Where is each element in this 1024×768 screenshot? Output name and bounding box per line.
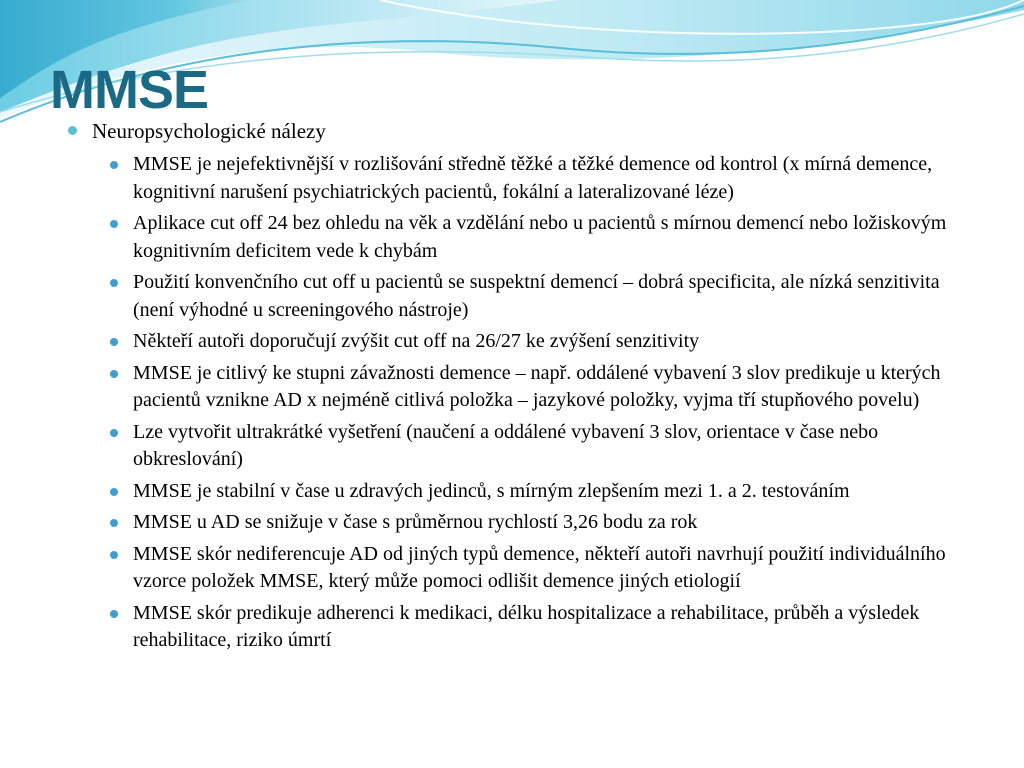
bullet-dot-icon (110, 279, 118, 287)
list-item-text: MMSE skór nediferencuje AD od jiných typů demence, někteří autoři navrhují použití individuálního vzorce položek MMSE, který může pomoci odlišit demence jiných etiologií (133, 542, 946, 592)
list-item-text: Použití konvenčního cut off u pacientů se suspektní demencí – dobrá specificita, ale nízká senzitivita (není výhodné u screeningového nástroje) (133, 271, 940, 321)
bullet-dot-icon (110, 551, 118, 559)
list-item-text: MMSE u AD se snižuje v čase s průměrnou rychlostí 3,26 bodu za rok (133, 511, 698, 533)
bullet-level1-text: Neuropsychologické nálezy (92, 119, 326, 143)
list-item (109, 269, 958, 324)
list-item-text: Někteří autoři doporučují zvýšit cut off na 26/27 ke zvýšení senzitivity (133, 330, 700, 352)
bullet-dot-icon (110, 429, 118, 437)
bullet-dot-icon (110, 220, 118, 228)
slide-content (68, 117, 958, 659)
list-item (109, 328, 958, 356)
bullet-level1 (68, 117, 958, 145)
list-item (109, 509, 958, 537)
bullet-dot-icon (110, 519, 118, 527)
bullet-dot-icon (110, 488, 118, 496)
list-item-text: MMSE je citlivý ke stupni závažnosti demence – např. oddálené vybavení 3 slov predikuje u kterých pacientů vznikne AD x nejméně citlivá položka – jazykové položky, vyjma tří stupňového povelu) (133, 361, 941, 411)
bullet-dot-icon (110, 338, 118, 346)
list-item (109, 478, 958, 506)
list-item-text: MMSE je nejefektivnější v rozlišování středně těžké a těžké demence od kontrol (x mírná demence, kognitivní narušení psychiatrických pacientů, fokální a lateralizované léze) (133, 153, 933, 203)
list-item-text: Lze vytvořit ultrakrátké vyšetření (naučení a oddálené vybavení 3 slov, orientace v čase nebo obkreslování) (133, 420, 879, 470)
list-item-text: Aplikace cut off 24 bez ohledu na věk a vzdělání nebo u pacientů s mírnou demencí nebo ložiskovým kognitivním deficitem vede k chybám (133, 212, 947, 262)
list-item (109, 360, 958, 415)
list-item-text: MMSE skór predikuje adherenci k medikaci, délku hospitalizace a rehabilitace, průběh a výsledek rehabilitace, riziko úmrtí (133, 601, 920, 651)
list-item (109, 419, 958, 474)
list-item (109, 600, 958, 655)
page-title: MMSE (50, 60, 208, 120)
sub-bullet-list (68, 151, 958, 655)
list-item (109, 151, 958, 206)
list-item (109, 210, 958, 265)
list-item (109, 541, 958, 596)
bullet-dot-icon (110, 610, 118, 618)
bullet-dot-icon (110, 161, 118, 169)
list-item-text: MMSE je stabilní v čase u zdravých jedinců, s mírným zlepšením mezi 1. a 2. testováním (133, 479, 850, 502)
bullet-dot-icon (68, 126, 77, 135)
bullet-dot-icon (110, 370, 118, 378)
